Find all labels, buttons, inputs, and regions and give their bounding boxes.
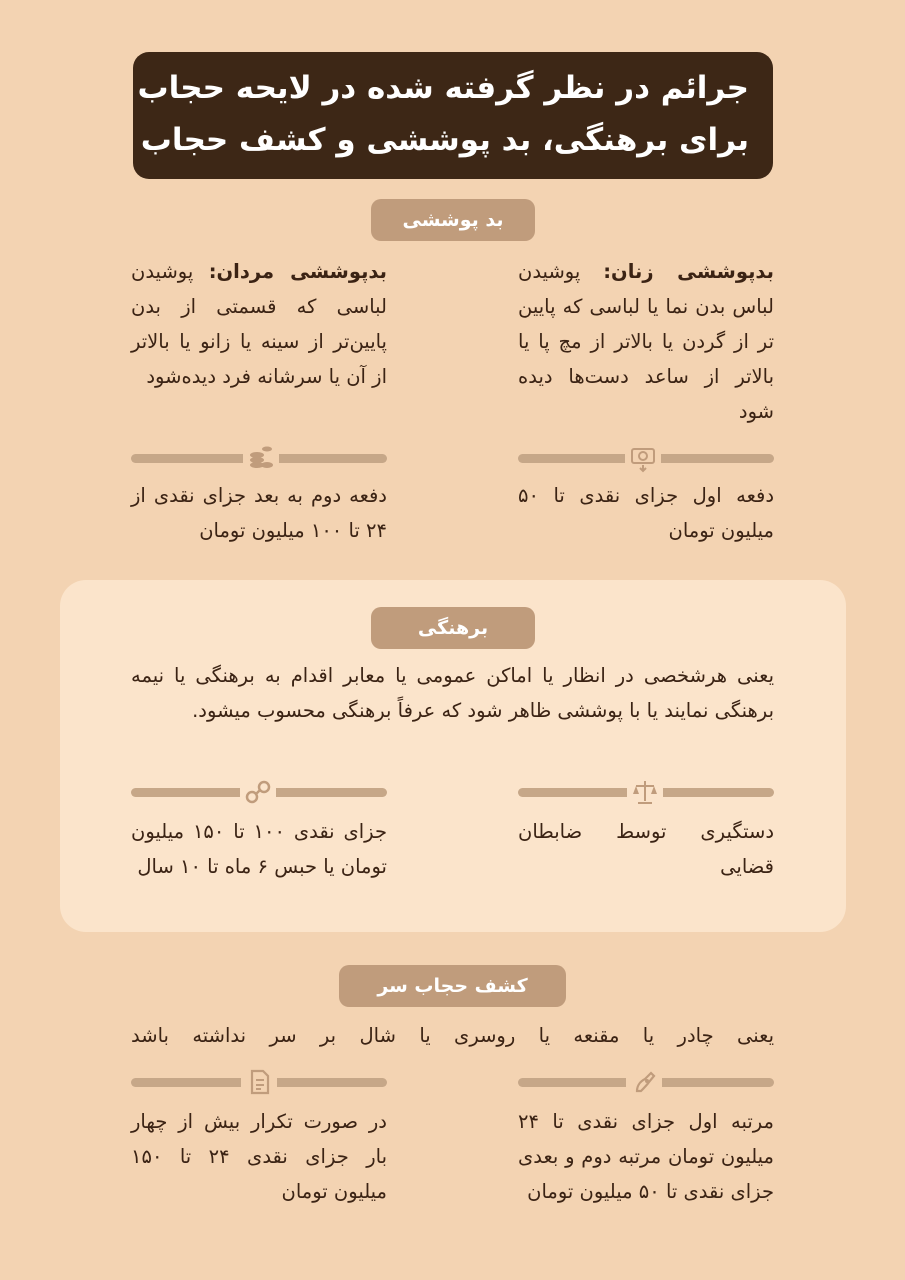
women-improper-dress-text bbox=[518, 254, 774, 429]
coins-icon bbox=[243, 440, 279, 476]
men-description: پوشیدن لباسی که قسمتی از بدن پایین‌تر از سینه یا زانو یا بالاتر از آن یا سرشانه فرد دیده‌شود bbox=[131, 260, 387, 388]
section-heading-badpooshi: بد پوششی bbox=[371, 199, 535, 241]
title-line-2: برای برهنگی، بد پوششی و کشف حجاب bbox=[140, 122, 749, 158]
scales-icon bbox=[627, 774, 663, 810]
section-heading-kashf: کشف حجاب سر bbox=[339, 965, 566, 1007]
nudity-definition: یعنی هرشخصی در انظار یا اماکن عمومی یا معابر اقدام به برهنگی یا نیمه برهنگی نمایند یا با پوششی ظاهر شود که عرفاً برهنگی محسوب میشود. bbox=[131, 664, 774, 722]
women-description: پوشیدن لباس بدن نما یا لباسی که پایین تر از گردن یا بالاتر از مچ پا یا بالاتر از ساعد دست‌ها دیده شود bbox=[518, 260, 774, 423]
document-icon bbox=[241, 1064, 277, 1100]
penalty-first-offense: دفعه اول جزای نقدی تا ۵۰ میلیون تومان bbox=[518, 484, 774, 542]
penalty-second-offense: دفعه دوم به بعد جزای نقدی از ۲۴ تا ۱۰۰ میلیون تومان bbox=[131, 484, 387, 542]
hand-money-icon bbox=[626, 1064, 662, 1100]
title-line-1: جرائم در نظر گرفته شده در لایحه حجاب bbox=[137, 70, 749, 106]
handcuffs-icon bbox=[240, 774, 276, 810]
title-banner bbox=[133, 52, 773, 179]
penalty-repeat-offense: در صورت تکرار بیش از چهار بار جزای نقدی ۲۴ تا ۱۵۰ میلیون تومان bbox=[131, 1110, 388, 1203]
unveiling-definition: یعنی چادر یا مقنعه یا روسری یا شال بر سر نداشته باشد bbox=[131, 1024, 774, 1047]
women-label: بدپوششی زنان: bbox=[603, 260, 774, 283]
penalty-first-second-offense: مرتبه اول جزای نقدی تا ۲۴ میلیون تومان مرتبه دوم و بعدی جزای نقدی تا ۵۰ میلیون تومان bbox=[518, 1110, 774, 1203]
men-label: بدپوششی مردان: bbox=[208, 260, 387, 283]
section-heading-berahnegi: برهنگی bbox=[371, 607, 535, 649]
penalty-fine-or-prison: جزای نقدی ۱۰۰ تا ۱۵۰ میلیون تومان یا حبس ۶ ماه تا ۱۰ سال bbox=[131, 820, 387, 878]
money-icon bbox=[625, 440, 661, 476]
men-improper-dress-text bbox=[131, 254, 387, 394]
penalty-arrest: دستگیری توسط ضابطان قضایی bbox=[518, 820, 774, 878]
